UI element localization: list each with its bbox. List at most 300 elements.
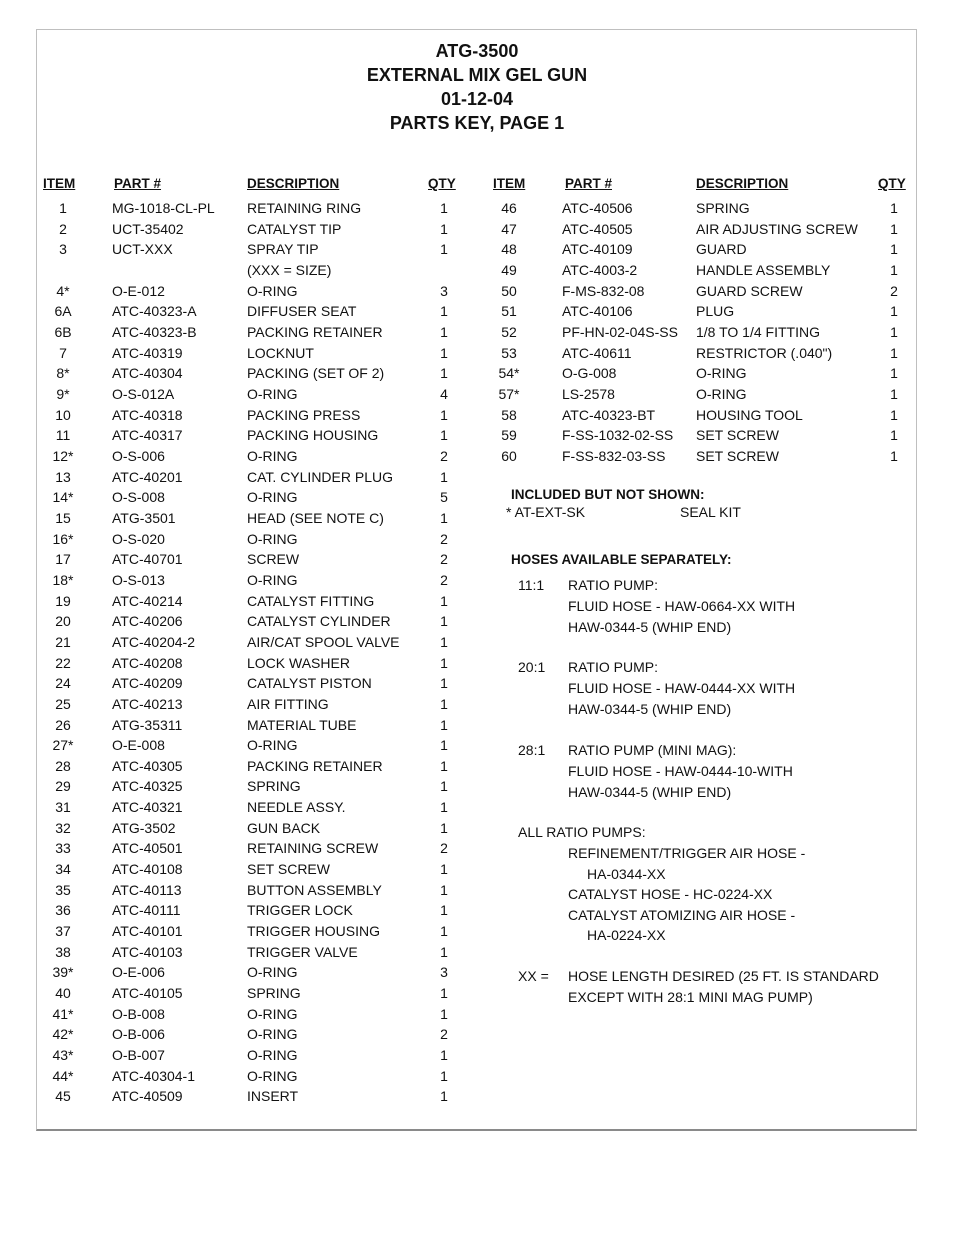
doc-title-name: EXTERNAL MIX GEL GUN (366, 65, 588, 85)
item-cell: 48 (501, 241, 517, 258)
description-cell: CATALYST CYLINDER (247, 613, 391, 630)
qty-cell: 1 (440, 799, 448, 816)
description-cell: LOCKNUT (247, 344, 314, 361)
description-cell: AIR FITTING (247, 695, 329, 712)
qty-cell: 1 (440, 323, 448, 340)
item-cell: 25 (55, 695, 71, 712)
qty-cell: 1 (440, 468, 448, 485)
item-cell: 20 (55, 613, 71, 630)
table-row (0, 1068, 954, 1089)
item-cell: 29 (55, 778, 71, 795)
item-cell: 60 (501, 447, 517, 464)
item-cell: 10 (55, 406, 71, 423)
table-row (0, 902, 954, 923)
part-number-cell: ATC-40105 (112, 985, 183, 1002)
part-number-cell: LS-2578 (562, 385, 615, 402)
qty-cell: 1 (440, 427, 448, 444)
table-row (0, 778, 954, 799)
item-cell: 50 (501, 282, 517, 299)
part-number-cell: ATC-40109 (562, 241, 633, 258)
qty-cell: 1 (890, 365, 898, 382)
description-cell: PACKING RETAINER (247, 323, 383, 340)
part-number-cell: ATC-40213 (112, 695, 183, 712)
table-row (0, 572, 954, 593)
part-number-cell: O-B-006 (112, 1026, 165, 1043)
part-number-cell: O-B-007 (112, 1047, 165, 1064)
table-row (0, 737, 954, 758)
description-cell: GUARD (696, 241, 747, 258)
description-cell: O-RING (247, 385, 298, 402)
description-cell: O-RING (247, 737, 298, 754)
qty-cell: 4 (440, 385, 448, 402)
description-cell: RESTRICTOR (.040") (696, 344, 833, 361)
table-row (0, 283, 954, 304)
table-row (0, 200, 954, 221)
description-cell: O-RING (247, 1067, 298, 1084)
part-number-cell: ATC-40214 (112, 592, 183, 609)
table-row (0, 1026, 954, 1047)
description-cell: SPRING (696, 200, 750, 216)
qty-cell: 1 (890, 344, 898, 361)
part-number-cell: O-S-013 (112, 571, 165, 588)
description-cell: GUN BACK (247, 819, 321, 836)
item-cell: 47 (501, 220, 517, 237)
table-row (0, 820, 954, 841)
qty-cell: 3 (440, 282, 448, 299)
header-part-left: PART # (114, 176, 162, 191)
part-number-cell: ATC-40305 (112, 757, 183, 774)
all-pumps-line2: HA-0344-XX (587, 866, 666, 882)
table-row (0, 386, 954, 407)
part-number-cell: ATC-40319 (112, 344, 183, 361)
description-cell: SET SCREW (696, 447, 779, 464)
ratio-28-line1: RATIO PUMP (MINI MAG): (568, 742, 737, 758)
part-number-cell: ATC-40111 (112, 902, 181, 919)
qty-cell: 1 (440, 406, 448, 423)
item-cell: 39* (52, 964, 74, 981)
doc-title-date: 01-12-04 (440, 89, 514, 109)
item-cell: 9* (56, 385, 70, 402)
qty-cell: 1 (890, 220, 898, 237)
qty-cell: 1 (440, 613, 448, 630)
part-number-cell: F-SS-832-03-SS (562, 447, 666, 464)
item-cell: 21 (55, 633, 71, 650)
description-cell: AIR ADJUSTING SCREW (696, 220, 858, 237)
header-description-left: DESCRIPTION (247, 176, 340, 191)
qty-cell: 1 (440, 1047, 448, 1064)
description-cell: TRIGGER VALVE (247, 943, 358, 960)
item-cell: 2 (59, 220, 67, 237)
item-cell: 35 (55, 881, 71, 898)
table-row (0, 448, 954, 469)
item-cell: 57* (498, 385, 520, 402)
part-number-cell: ATG-3502 (112, 819, 176, 836)
qty-cell: 2 (440, 840, 448, 857)
description-cell: MATERIAL TUBE (247, 716, 357, 733)
description-cell: SCREW (247, 551, 300, 568)
qty-cell: 2 (440, 1026, 448, 1043)
header-description-right: DESCRIPTION (696, 176, 789, 191)
all-pumps-label: ALL RATIO PUMPS: (518, 824, 646, 840)
item-cell: 14* (52, 489, 74, 506)
part-number-cell: F-MS-832-08 (562, 282, 645, 299)
doc-title-page: PARTS KEY, PAGE 1 (389, 113, 565, 133)
table-row (0, 944, 954, 965)
qty-cell: 1 (440, 509, 448, 526)
part-number-cell: ATC-40509 (112, 1088, 183, 1105)
all-pumps-line1: REFINEMENT/TRIGGER AIR HOSE - (568, 845, 806, 861)
part-number-cell: ATC-40206 (112, 613, 183, 630)
item-cell: 27* (52, 737, 74, 754)
part-number-cell: ATG-3501 (112, 509, 176, 526)
part-number-cell: O-G-008 (562, 365, 617, 382)
qty-cell: 1 (440, 675, 448, 692)
description-cell: O-RING (247, 282, 298, 299)
part-number-cell: ATC-40108 (112, 861, 183, 878)
item-cell: 12* (52, 447, 74, 464)
description-cell: 1/8 TO 1/4 FITTING (696, 323, 820, 340)
item-cell: 54* (498, 365, 520, 382)
item-cell: 51 (501, 303, 517, 320)
qty-cell: 1 (440, 923, 448, 940)
table-row (0, 241, 954, 262)
part-number-cell: ATC-40323-BT (562, 406, 656, 423)
all-pumps-line5: HA-0224-XX (587, 927, 666, 943)
table-row (0, 1047, 954, 1068)
ratio-11-line3: HAW-0344-5 (WHIP END) (568, 619, 732, 635)
table-row (0, 510, 954, 531)
item-cell: 7 (59, 344, 67, 361)
description-cell: O-RING (247, 1005, 298, 1022)
item-cell: 31 (55, 799, 71, 816)
description-cell: SET SCREW (247, 861, 330, 878)
table-row (0, 489, 954, 510)
description-cell: RETAINING RING (247, 200, 362, 216)
item-cell: 52 (501, 323, 517, 340)
part-number-cell: MG-1018-CL-PL (112, 200, 215, 216)
item-cell: 53 (501, 344, 517, 361)
table-row (0, 882, 954, 903)
item-cell: 13 (55, 468, 71, 485)
qty-cell: 1 (890, 200, 898, 216)
header-part-right: PART # (565, 176, 613, 191)
part-number-cell: O-S-020 (112, 530, 165, 547)
part-number-cell: ATC-40321 (112, 799, 183, 816)
ratio-11-label: 11:1 (518, 577, 545, 593)
item-cell: 32 (55, 819, 71, 836)
qty-cell: 2 (440, 530, 448, 547)
qty-cell: 1 (440, 737, 448, 754)
part-number-cell: ATC-40304-1 (112, 1067, 196, 1084)
ratio-28-line2: FLUID HOSE - HAW-0444-10-WITH (568, 763, 793, 779)
table-row (0, 696, 954, 717)
description-cell: PACKING RETAINER (247, 757, 383, 774)
table-row (0, 262, 954, 283)
qty-cell: 1 (440, 757, 448, 774)
table-row (0, 324, 954, 345)
item-cell: 8* (56, 365, 70, 382)
description-cell: HOUSING TOOL (696, 406, 803, 423)
description-cell: O-RING (247, 964, 298, 981)
part-number-cell: ATC-40113 (112, 881, 182, 898)
qty-cell: 1 (890, 241, 898, 258)
ratio-20-line2: FLUID HOSE - HAW-0444-XX WITH (568, 680, 796, 696)
part-number-cell: ATC-40103 (112, 943, 183, 960)
item-cell: 37 (55, 923, 71, 940)
item-cell: 16* (52, 530, 74, 547)
item-cell: 1 (59, 200, 67, 216)
table-row (0, 675, 954, 696)
description-cell: BUTTON ASSEMBLY (247, 881, 382, 898)
description-cell: TRIGGER HOUSING (247, 923, 381, 940)
qty-cell: 1 (440, 365, 448, 382)
table-row (0, 221, 954, 242)
table-row (0, 427, 954, 448)
part-number-cell: ATC-40323-A (112, 303, 197, 320)
qty-cell: 1 (440, 695, 448, 712)
ratio-20-label: 20:1 (518, 659, 546, 675)
item-cell: 22 (55, 654, 71, 671)
qty-cell: 2 (440, 571, 448, 588)
header-item-left: ITEM (43, 176, 76, 191)
description-cell: O-RING (247, 489, 298, 506)
part-number-cell: ATG-35311 (112, 716, 183, 733)
item-cell: 17 (55, 551, 71, 568)
qty-cell: 1 (440, 633, 448, 650)
description-cell: O-RING (247, 447, 298, 464)
ratio-20-line1: RATIO PUMP: (568, 659, 658, 675)
included-heading: INCLUDED BUT NOT SHOWN: (511, 487, 705, 502)
item-cell: 38 (55, 943, 71, 960)
included-description: SEAL KIT (680, 504, 741, 520)
description-cell: TRIGGER LOCK (247, 902, 353, 919)
table-row (0, 365, 954, 386)
item-cell: 24 (55, 675, 71, 692)
qty-cell: 1 (440, 881, 448, 898)
part-number-cell: ATC-40208 (112, 654, 183, 671)
item-cell: 33 (55, 840, 71, 857)
description-cell: SPRING (247, 778, 301, 795)
description-cell: PACKING (SET OF 2) (247, 365, 385, 382)
part-number-cell: ATC-40317 (112, 427, 183, 444)
table-row (0, 758, 954, 779)
table-row (0, 634, 954, 655)
doc-title-model: ATG-3500 (435, 41, 519, 61)
description-cell: PLUG (696, 303, 735, 320)
table-row (0, 613, 954, 634)
item-cell: 28 (55, 757, 71, 774)
qty-cell: 1 (890, 261, 898, 278)
description-cell: CATALYST TIP (247, 220, 342, 237)
ratio-28-label: 28:1 (518, 742, 546, 758)
description-cell: GUARD SCREW (696, 282, 803, 299)
ratio-20-line3: HAW-0344-5 (WHIP END) (568, 701, 732, 717)
qty-cell: 1 (440, 778, 448, 795)
description-cell: SPRING (247, 985, 301, 1002)
description-cell: AIR/CAT SPOOL VALVE (247, 633, 400, 650)
ratio-28-line3: HAW-0344-5 (WHIP END) (568, 784, 732, 800)
qty-cell: 1 (440, 241, 448, 258)
item-cell: 26 (55, 716, 71, 733)
item-cell: 6B (54, 323, 72, 340)
part-number-cell: ATC-40204-2 (112, 633, 196, 650)
description-cell: O-RING (696, 385, 747, 402)
header-qty-right: QTY (878, 176, 906, 191)
table-row (0, 799, 954, 820)
hose-length-label: XX = (518, 968, 549, 984)
qty-cell: 2 (890, 282, 898, 299)
all-pumps-line4: CATALYST ATOMIZING AIR HOSE - (568, 907, 796, 923)
ratio-11-line2: FLUID HOSE - HAW-0664-XX WITH (568, 598, 796, 614)
description-cell: PACKING PRESS (247, 406, 361, 423)
description-cell: SPRAY TIP (247, 241, 319, 258)
description-cell: SET SCREW (696, 427, 779, 444)
part-number-cell: ATC-4003-2 (562, 261, 638, 278)
table-row (0, 655, 954, 676)
qty-cell: 1 (440, 303, 448, 320)
part-number-cell: ATC-40101 (112, 923, 183, 940)
qty-cell: 1 (440, 985, 448, 1002)
part-number-cell: ATC-40201 (112, 468, 183, 485)
item-cell: 6A (54, 303, 72, 320)
qty-cell: 1 (890, 303, 898, 320)
description-cell: (XXX = SIZE) (247, 261, 332, 278)
qty-cell: 1 (890, 406, 898, 423)
hoses-heading: HOSES AVAILABLE SEPARATELY: (511, 552, 732, 567)
qty-cell: 1 (890, 427, 898, 444)
qty-cell: 1 (440, 902, 448, 919)
hose-length-line1: HOSE LENGTH DESIRED (25 FT. IS STANDARD (568, 968, 879, 984)
qty-cell: 1 (440, 1088, 448, 1105)
qty-cell: 1 (440, 943, 448, 960)
description-cell: O-RING (696, 365, 747, 382)
part-number-cell: ATC-40304 (112, 365, 183, 382)
all-pumps-line3: CATALYST HOSE - HC-0224-XX (568, 886, 773, 902)
item-cell: 4* (56, 282, 70, 299)
qty-cell: 1 (440, 1005, 448, 1022)
table-row (0, 923, 954, 944)
qty-cell: 1 (440, 200, 448, 216)
description-cell: CATALYST FITTING (247, 592, 375, 609)
qty-cell: 1 (440, 592, 448, 609)
description-cell: LOCK WASHER (247, 654, 350, 671)
qty-cell: 1 (440, 1067, 448, 1084)
qty-cell: 2 (440, 447, 448, 464)
description-cell: DIFFUSER SEAT (247, 303, 357, 320)
table-row (0, 551, 954, 572)
item-cell: 3 (59, 241, 67, 258)
table-row (0, 345, 954, 366)
item-cell: 34 (55, 861, 71, 878)
part-number-cell: ATC-40209 (112, 675, 183, 692)
item-cell: 15 (55, 509, 71, 526)
item-cell: 36 (55, 902, 71, 919)
description-cell: PACKING HOUSING (247, 427, 379, 444)
table-row (0, 717, 954, 738)
part-number-cell: O-S-012A (112, 385, 175, 402)
part-number-cell: UCT-XXX (112, 241, 173, 258)
description-cell: HANDLE ASSEMBLY (696, 261, 831, 278)
qty-cell: 1 (440, 220, 448, 237)
qty-cell: 1 (440, 344, 448, 361)
qty-cell: 5 (440, 489, 448, 506)
description-cell: O-RING (247, 1047, 298, 1064)
table-row (0, 303, 954, 324)
item-cell: 42* (52, 1026, 74, 1043)
description-cell: INSERT (247, 1088, 299, 1105)
item-cell: 59 (501, 427, 517, 444)
qty-cell: 1 (440, 654, 448, 671)
qty-cell: 1 (440, 861, 448, 878)
description-cell: O-RING (247, 530, 298, 547)
table-row (0, 531, 954, 552)
description-cell: HEAD (SEE NOTE C) (247, 509, 384, 526)
table-row (0, 861, 954, 882)
item-cell: 40 (55, 985, 71, 1002)
table-row (0, 469, 954, 490)
part-number-cell: O-E-006 (112, 964, 165, 981)
description-cell: RETAINING SCREW (247, 840, 379, 857)
table-row (0, 593, 954, 614)
part-number-cell: ATC-40505 (562, 220, 633, 237)
qty-cell: 1 (890, 447, 898, 464)
qty-cell: 2 (440, 551, 448, 568)
qty-cell: 1 (440, 819, 448, 836)
description-cell: NEEDLE ASSY. (247, 799, 346, 816)
part-number-cell: ATC-40611 (562, 344, 632, 361)
part-number-cell: O-E-008 (112, 737, 165, 754)
qty-cell: 1 (890, 323, 898, 340)
part-number-cell: O-S-008 (112, 489, 165, 506)
included-part: * AT-EXT-SK (506, 504, 586, 520)
item-cell: 43* (52, 1047, 74, 1064)
part-number-cell: PF-HN-02-04S-SS (562, 323, 678, 340)
part-number-cell: O-S-006 (112, 447, 165, 464)
item-cell: 46 (501, 200, 517, 216)
description-cell: O-RING (247, 571, 298, 588)
item-cell: 58 (501, 406, 517, 423)
qty-cell: 1 (440, 716, 448, 733)
part-number-cell: UCT-35402 (112, 220, 184, 237)
part-number-cell: ATC-40506 (562, 200, 633, 216)
qty-cell: 1 (890, 385, 898, 402)
hose-length-line2: EXCEPT WITH 28:1 MINI MAG PUMP) (568, 989, 813, 1005)
item-cell: 41* (52, 1005, 74, 1022)
part-number-cell: ATC-40701 (112, 551, 183, 568)
description-cell: CATALYST PISTON (247, 675, 372, 692)
part-number-cell: O-B-008 (112, 1005, 165, 1022)
header-item-right: ITEM (493, 176, 526, 191)
item-cell: 19 (55, 592, 71, 609)
item-cell: 49 (501, 261, 517, 278)
item-cell: 45 (55, 1088, 71, 1105)
part-number-cell: O-E-012 (112, 282, 165, 299)
part-number-cell: ATC-40318 (112, 406, 183, 423)
part-number-cell: F-SS-1032-02-SS (562, 427, 674, 444)
item-cell: 18* (52, 571, 74, 588)
part-number-cell: ATC-40323-B (112, 323, 197, 340)
item-cell: 44* (52, 1067, 74, 1084)
part-number-cell: ATC-40325 (112, 778, 183, 795)
part-number-cell: ATC-40106 (562, 303, 633, 320)
description-cell: CAT. CYLINDER PLUG (247, 468, 393, 485)
item-cell: 11 (55, 427, 71, 444)
table-row (0, 407, 954, 428)
description-cell: O-RING (247, 1026, 298, 1043)
qty-cell: 3 (440, 964, 448, 981)
table-row (0, 1006, 954, 1027)
part-number-cell: ATC-40501 (112, 840, 183, 857)
